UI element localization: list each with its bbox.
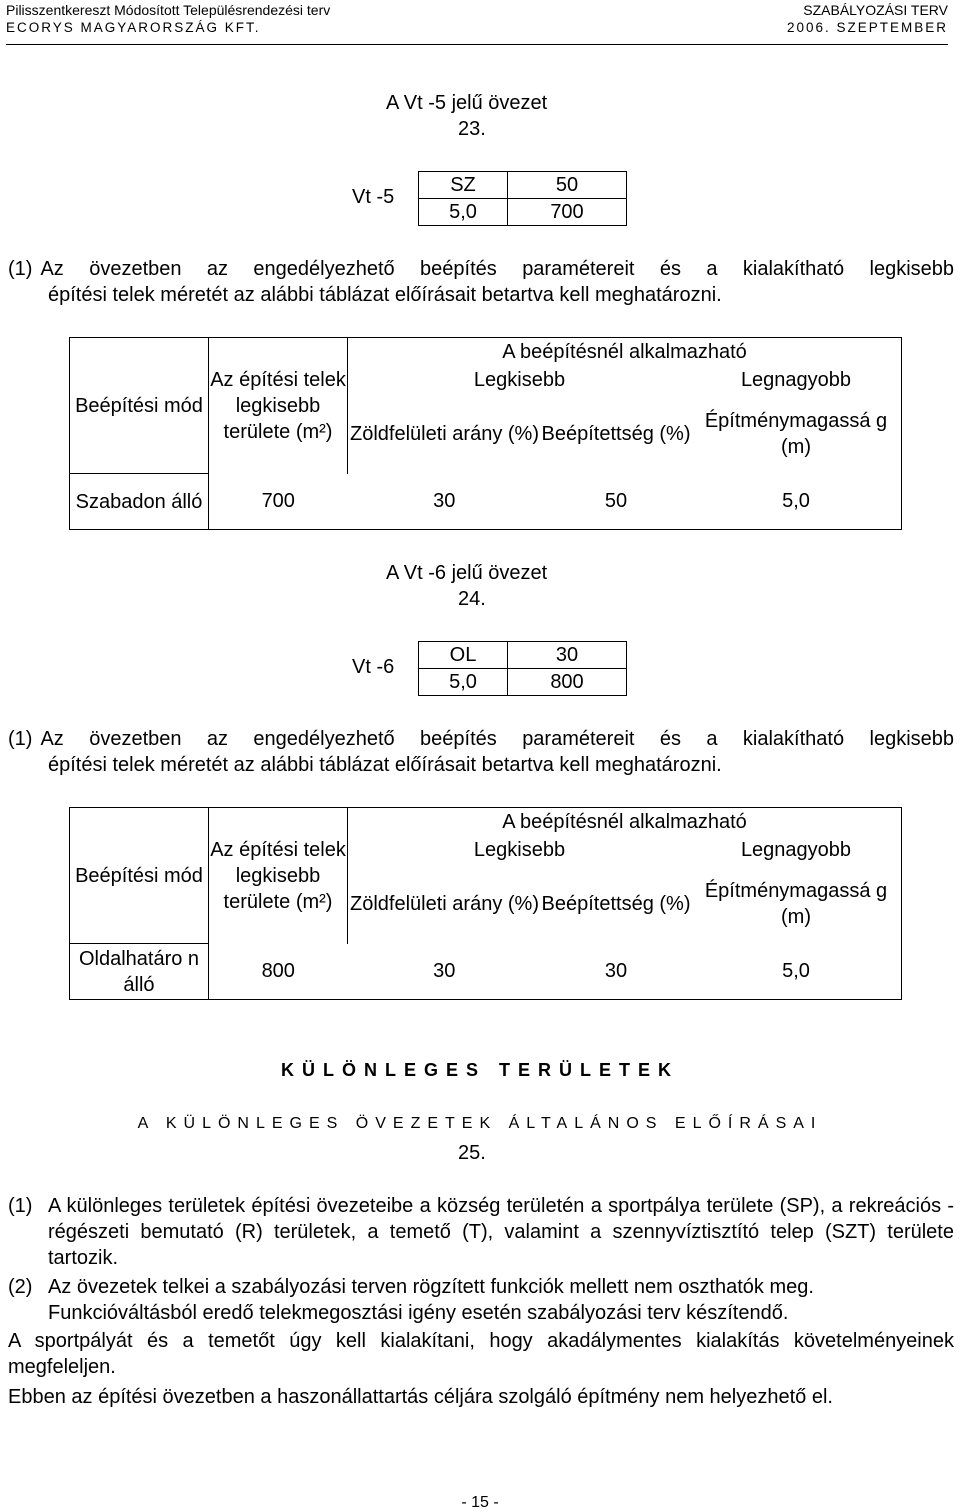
area-value: 800 (209, 944, 348, 1000)
code-cell: 800 (508, 669, 627, 696)
code-cell: 5,0 (419, 669, 508, 696)
header-divider (6, 44, 948, 45)
vt6-zone-code: Vt -6 (352, 656, 395, 678)
height-header: Építménymagassá g (m) (691, 864, 902, 944)
header-left (6, 2, 330, 36)
area-header: Az építési telek legkisebb területe (m²) (209, 338, 348, 474)
plan-type: SZABÁLYOZÁSI TERV (803, 2, 948, 18)
built-header: Beépítettség (%) (541, 422, 691, 445)
document-date: 2006. SZEPTEMBER (786, 20, 948, 35)
mode-header: Beépítési mód (70, 808, 209, 944)
clause-text-line1: Az övezetben az engedélyezhető beépítés paramétereit és a kialakítható legkisebb (40, 258, 954, 280)
height-value: 5,0 (691, 474, 902, 530)
green-value: 30 (348, 944, 542, 1000)
area-value: 700 (209, 474, 348, 530)
header-right (787, 2, 948, 36)
clause-text-line2: építési telek méretét az alábbi táblázat előírásait betartva kell meghatározni. (48, 754, 722, 776)
built-header: Beépítettség (%) (541, 892, 691, 915)
clause-text: Az övezetek telkei a szabályozási terven rögzített funkciók mellett nem oszthatók meg. Funkcióváltásból eredő telekmegosztási igény esetén szabályozási terv készítendő. (48, 1276, 814, 1324)
code-cell: 5,0 (419, 199, 508, 226)
code-cell: OL (419, 642, 508, 669)
group-header: A beépítésnél alkalmazható (348, 338, 902, 366)
special-text-3: A sportpályát és a temetőt úgy kell kialakítani, hogy akadálymentes kialakítás követelményeinek megfeleljen. (8, 1330, 954, 1378)
built-value: 50 (541, 474, 691, 530)
special-paragraph-number: 25. (458, 1142, 486, 1164)
page-number: - 15 - (461, 1494, 499, 1511)
area-header: Az építési telek legkisebb területe (m²) (209, 808, 348, 944)
code-cell: 50 (508, 172, 627, 199)
clause-number: (1) (8, 1195, 33, 1217)
clause-number: (1) (8, 728, 33, 750)
vt5-paragraph-number: 23. (458, 118, 486, 140)
vt6-paragraph-number: 24. (458, 588, 486, 610)
code-cell: 30 (508, 642, 627, 669)
clause-text: A különleges területek építési övezeteibe a község területén a sportpálya területe (SP), a rekreációs - régészeti bemutató (R) területek, a temető (T), valamint a szennyvíztisztító telep (SZT) területe tartozik. (48, 1195, 954, 1269)
vt6-code-table (418, 641, 627, 696)
special-title: KÜLÖNLEGES TERÜLETEK (280, 1060, 679, 1080)
vt6-clause-1 (8, 726, 954, 778)
clause-text-line1: Az övezetben az engedélyezhető beépítés paramétereit és a kialakítható legkisebb (40, 728, 954, 750)
max-header: Legnagyobb (691, 366, 902, 394)
min-header: Legkisebb (348, 836, 692, 864)
vt5-code-table (418, 171, 627, 226)
special-text-4: Ebben az építési övezetben a haszonállattartás céljára szolgáló építmény nem helyezhető el. (8, 1386, 833, 1408)
built-value: 30 (541, 944, 691, 1000)
vt6-heading: A Vt -6 jelű övezet (386, 562, 548, 584)
document-title: Pilisszentkereszt Módosított Településrendezési terv (6, 2, 331, 18)
height-value: 5,0 (691, 944, 902, 1000)
special-clause-2 (8, 1274, 954, 1326)
max-header: Legnagyobb (691, 836, 902, 864)
code-cell: 700 (508, 199, 627, 226)
code-cell: SZ (419, 172, 508, 199)
mode-value: Szabadon álló (70, 474, 209, 530)
green-header: Zöldfelületi arány (%) (348, 864, 542, 944)
vt5-zone-code: Vt -5 (352, 186, 395, 208)
clause-number: (1) (8, 258, 33, 280)
clause-text-line2: építési telek méretét az alábbi táblázat előírásait betartva kell meghatározni. (48, 284, 722, 306)
special-clause-1 (8, 1193, 954, 1271)
mode-header: Beépítési mód (70, 338, 209, 474)
mode-value: Oldalhatáro n álló (70, 944, 209, 1000)
company-name: ECORYS MAGYARORSZÁG KFT. (6, 20, 261, 35)
min-header: Legkisebb (348, 366, 692, 394)
vt6-parameter-table (69, 807, 902, 1000)
vt5-clause-1 (8, 256, 954, 308)
vt5-parameter-table (69, 337, 902, 530)
clause-number: (2) (8, 1276, 33, 1298)
green-value: 30 (348, 474, 542, 530)
vt5-heading: A Vt -5 jelű övezet (386, 92, 548, 114)
special-subtitle: A KÜLÖNLEGES ÖVEZETEK ÁLTALÁNOS ELŐÍRÁSAI (137, 1115, 823, 1132)
group-header: A beépítésnél alkalmazható (348, 808, 902, 836)
green-header: Zöldfelületi arány (%) (348, 394, 542, 474)
height-header: Építménymagassá g (m) (691, 394, 902, 474)
